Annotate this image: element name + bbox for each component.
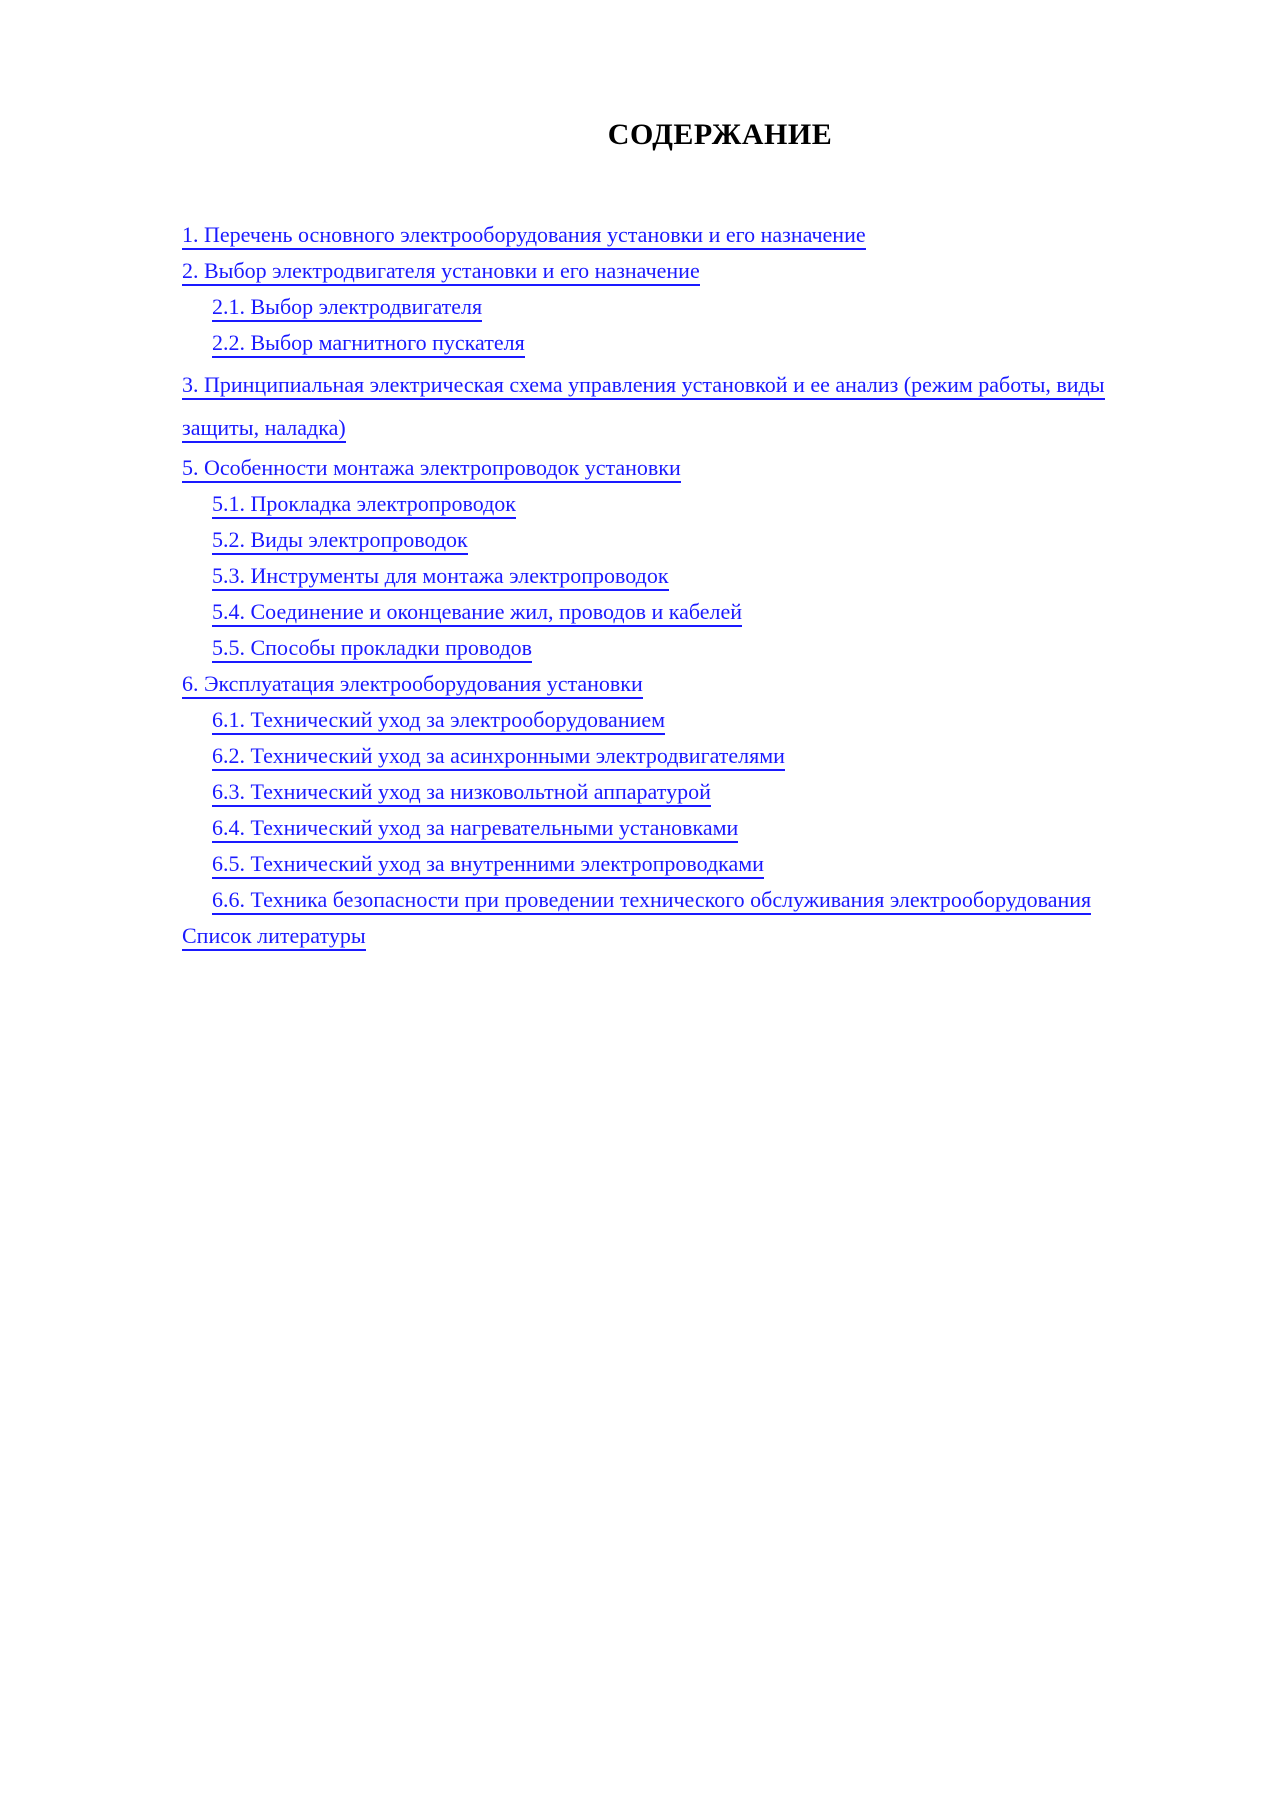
- toc-link[interactable]: 2.1. Выбор электродвигателя: [212, 294, 482, 322]
- toc-item: [182, 630, 1172, 666]
- toc-link[interactable]: 2.2. Выбор магнитного пускателя: [212, 330, 525, 358]
- toc-item: [182, 918, 1172, 954]
- toc-item: [182, 882, 1172, 918]
- toc-link[interactable]: Список литературы: [182, 923, 366, 951]
- toc-link[interactable]: 6. Эксплуатация электрооборудования установки: [182, 671, 643, 699]
- toc-link[interactable]: 6.4. Технический уход за нагревательными установками: [212, 815, 738, 843]
- toc-item: [182, 810, 1172, 846]
- toc-link[interactable]: 6.2. Технический уход за асинхронными электродвигателями: [212, 743, 785, 771]
- toc-link[interactable]: 6.5. Технический уход за внутренними электропроводками: [212, 851, 764, 879]
- toc-item: [182, 558, 1172, 594]
- toc-item: [182, 522, 1172, 558]
- toc-item: [182, 486, 1172, 522]
- toc-item: [182, 702, 1172, 738]
- toc-item: [182, 774, 1172, 810]
- page-title: СОДЕРЖАНИЕ: [607, 118, 833, 151]
- toc-item: [182, 594, 1172, 630]
- toc-item: [182, 450, 1172, 486]
- toc-link[interactable]: 5. Особенности монтажа электропроводок установки: [182, 455, 681, 483]
- toc-link[interactable]: 6.3. Технический уход за низковольтной аппаратурой: [212, 779, 711, 807]
- toc-link[interactable]: 2. Выбор электродвигателя установки и его назначение: [182, 258, 700, 286]
- toc-item: [182, 738, 1172, 774]
- toc-link[interactable]: 6.1. Технический уход за электрооборудованием: [212, 707, 665, 735]
- toc-link[interactable]: 6.6. Техника безопасности при проведении технического обслуживания электрооборудования: [212, 887, 1091, 915]
- toc-item: [182, 846, 1172, 882]
- toc-item: [182, 253, 1172, 289]
- toc-item: [182, 217, 1172, 253]
- toc-link[interactable]: 5.5. Способы прокладки проводов: [212, 635, 532, 663]
- toc-link[interactable]: 3. Принципиальная электрическая схема управления установкой и ее анализ (режим работы, виды защиты, наладка): [182, 372, 1105, 443]
- toc-item: [182, 325, 1172, 361]
- table-of-contents: [182, 217, 1172, 954]
- toc-link[interactable]: 5.4. Соединение и оконцевание жил, проводов и кабелей: [212, 599, 742, 627]
- toc-link[interactable]: 5.3. Инструменты для монтажа электропроводок: [212, 563, 669, 591]
- toc-link[interactable]: 1. Перечень основного электрооборудования установки и его назначение: [182, 222, 866, 250]
- toc-link[interactable]: 5.2. Виды электропроводок: [212, 527, 468, 555]
- toc-link[interactable]: 5.1. Прокладка электропроводок: [212, 491, 516, 519]
- toc-item: [182, 666, 1172, 702]
- toc-item: [182, 361, 1172, 450]
- toc-item: [182, 289, 1172, 325]
